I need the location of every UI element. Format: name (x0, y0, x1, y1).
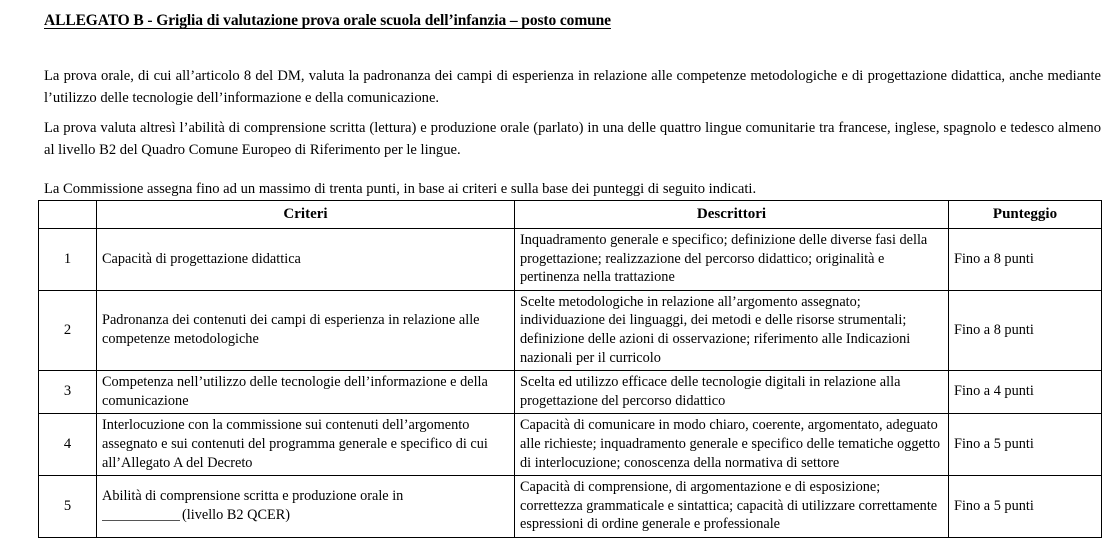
row-number: 3 (39, 371, 97, 414)
column-header-punteggio: Punteggio (949, 201, 1102, 229)
row-descrittore: Capacità di comprensione, di argomentazione e di esposizione; correttezza grammaticale e sintattica; capacità di utilizzare correttamente espressioni di ordine generale e professionale (515, 476, 949, 538)
row-criterio-level-label: (livello B2 QCER) (182, 507, 291, 524)
row-number: 2 (39, 290, 97, 370)
row-criterio-line-2 (102, 506, 509, 525)
row-punteggio: Fino a 5 punti (949, 414, 1102, 476)
table-row (39, 290, 1102, 370)
row-punteggio: Fino a 8 punti (949, 290, 1102, 370)
table-header-row (39, 201, 1102, 229)
row-criterio (97, 476, 515, 538)
row-punteggio: Fino a 4 punti (949, 371, 1102, 414)
row-number: 1 (39, 229, 97, 291)
row-criterio-line-1: Abilità di comprensione scritta e produzione orale in (102, 488, 404, 505)
page-title: ALLEGATO B - Griglia di valutazione prova orale scuola dell’infanzia – posto comune (44, 12, 611, 29)
column-header-criteri: Criteri (97, 201, 515, 229)
intro-paragraph-2: La prova valuta altresì l’abilità di comprensione scritta (lettura) e produzione orale (parlato) in una delle quattro lingue comunitarie tra francese, inglese, spagnolo e tedesco almeno al livello B2 del Quadro Comune Europeo di Riferimento per le lingue. (44, 119, 1101, 158)
evaluation-grid-table (38, 200, 1102, 538)
table-row (39, 371, 1102, 414)
row-punteggio: Fino a 8 punti (949, 229, 1102, 291)
column-header-number (39, 201, 97, 229)
table-row (39, 414, 1102, 476)
row-number: 5 (39, 476, 97, 538)
row-criterio: Capacità di progettazione didattica (97, 229, 515, 291)
row-criterio: Interlocuzione con la commissione sui contenuti dell’argomento assegnato e sui contenuti del programma generale e specifico di cui all’Allegato A del Decreto (97, 414, 515, 476)
language-blank-field[interactable] (102, 507, 180, 521)
row-number: 4 (39, 414, 97, 476)
row-descrittore: Scelte metodologiche in relazione all’argomento assegnato; individuazione dei linguaggi, dei metodi e delle risorse strumentali; definizione delle azioni di osservazione; riferimento alle Indicazioni nazionali per il curricolo (515, 290, 949, 370)
table-row (39, 229, 1102, 291)
row-descrittore: Capacità di comunicare in modo chiaro, coerente, argomentato, adeguato alle richieste; inquadramento generale e specifico delle tematiche oggetto di interlocuzione; conoscenza della normativa di settore (515, 414, 949, 476)
row-descrittore: Inquadramento generale e specifico; definizione delle diverse fasi della progettazione; realizzazione del percorso didattico; originalità e pertinenza nella trattazione (515, 229, 949, 291)
column-header-descrittori: Descrittori (515, 201, 949, 229)
intro-paragraph-3: La Commissione assegna fino ad un massimo di trenta punti, in base ai criteri e sulla base dei punteggi di seguito indicati. (44, 180, 757, 197)
intro-paragraph-1: La prova orale, di cui all’articolo 8 del DM, valuta la padronanza dei campi di esperienza in relazione alle competenze metodologiche e di progettazione didattica, anche mediante l’utilizzo delle tecnologie dell’informazione e della comunicazione. (44, 67, 1101, 106)
table-row (39, 476, 1102, 538)
row-criterio: Competenza nell’utilizzo delle tecnologie dell’informazione e della comunicazione (97, 371, 515, 414)
row-punteggio: Fino a 5 punti (949, 476, 1102, 538)
row-descrittore: Scelta ed utilizzo efficace delle tecnologie digitali in relazione alla progettazione del percorso didattico (515, 371, 949, 414)
row-criterio: Padronanza dei contenuti dei campi di esperienza in relazione alle competenze metodologiche (97, 290, 515, 370)
